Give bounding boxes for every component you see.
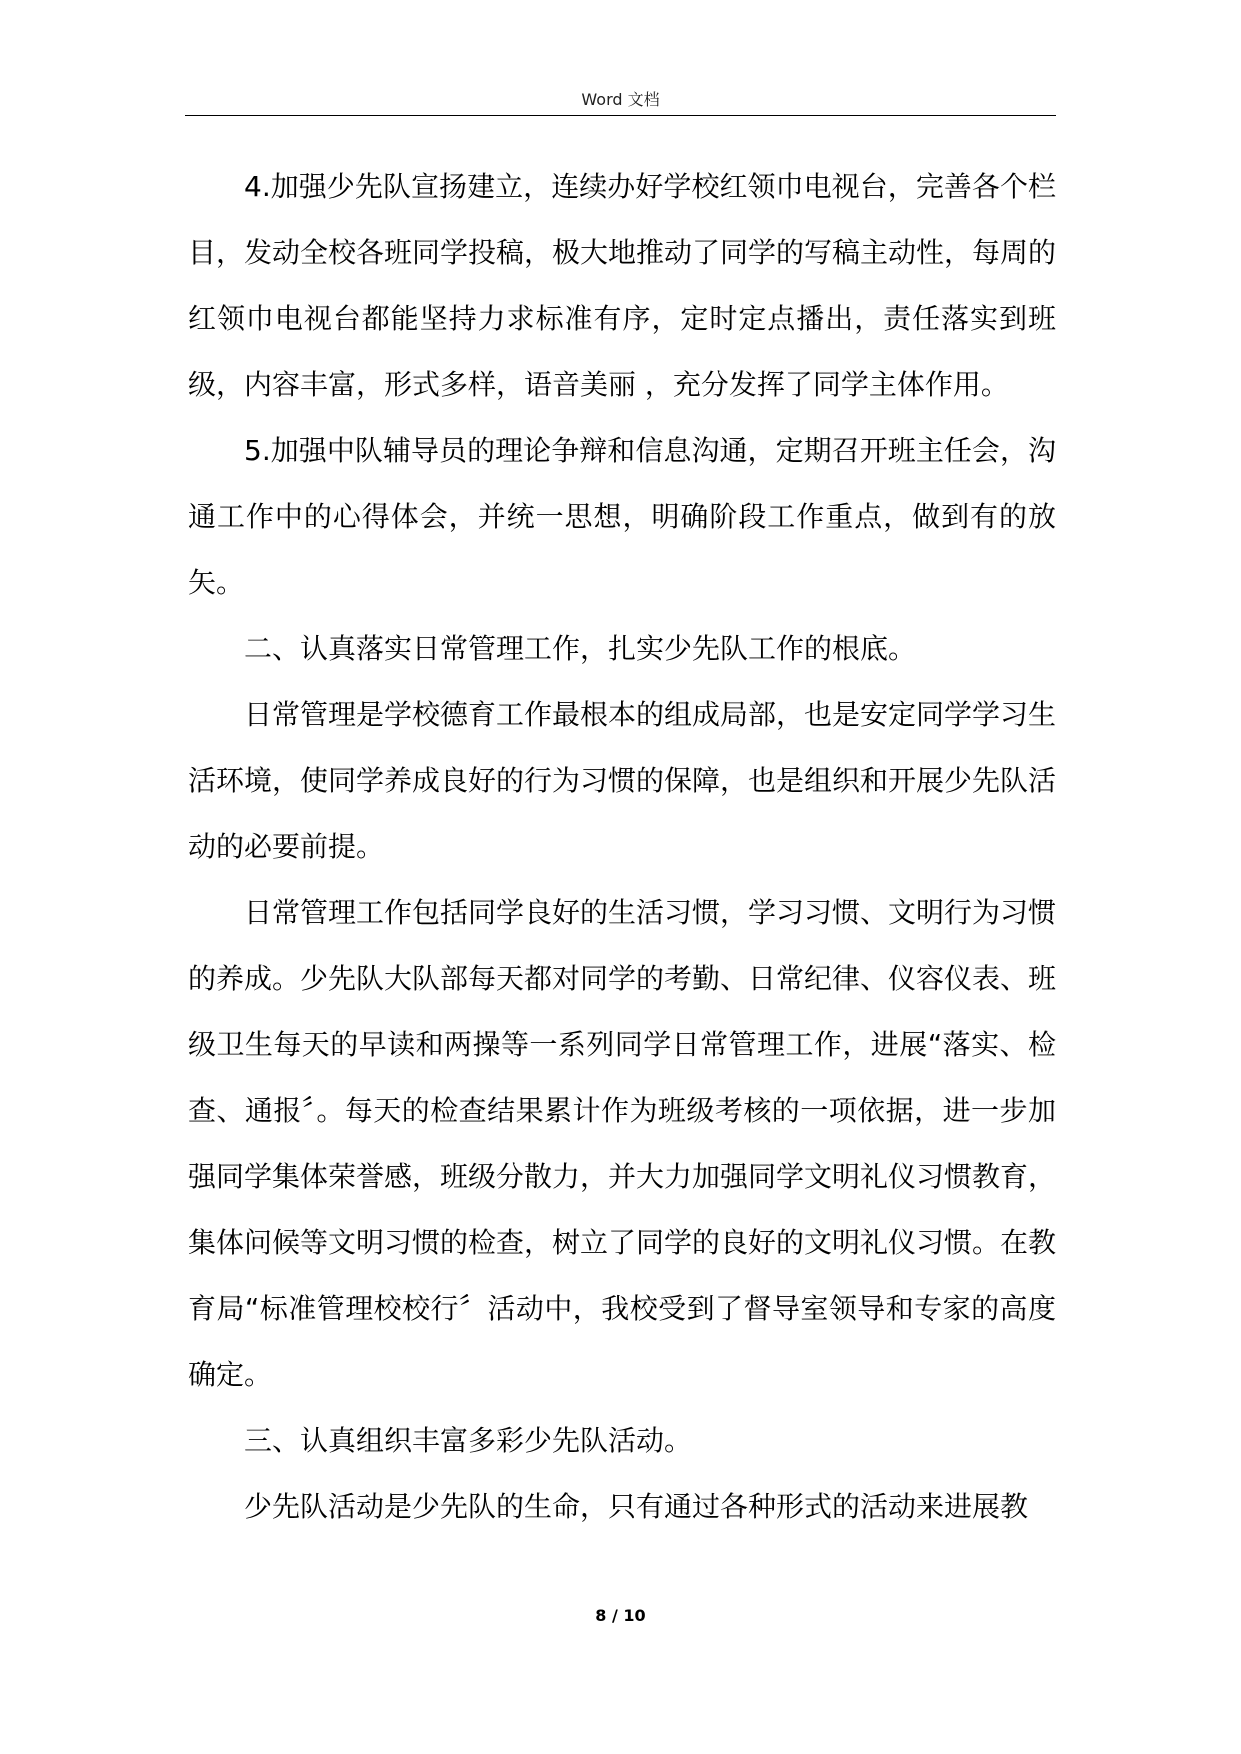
paragraph: 4.加强少先队宣扬建立，连续办好学校红领巾电视台，完善各个栏目，发动全校各班同学投稿，极大地推动了同学的写稿主动性，每周的红领巾电视台都能坚持力求标准有序，定时定点播出，责任落实到班级，内容丰富，形式多样，语音美丽 ，充分发挥了同学主体作用。 [188, 170, 1057, 401]
paragraph: 日常管理工作包括同学良好的生活习惯，学习习惯、文明行为习惯的养成。少先队大队部每天都对同学的考勤、日常纪律、仪容仪表、班级卫生每天的早读和两操等一系列同学日常管理工作，进展“落实、检查、通报〞。每天的检查结果累计作为班级考核的一项依据，进一步加强同学集体荣誉感，班级分散力，并大力加强同学文明礼仪习惯教育，集体问候等文明习惯的检查，树立了同学的良好的文明礼仪习惯。在教育局“标准管理校校行〞活动中，我校受到了督导室领导和专家的高度确定。 [188, 896, 1057, 1391]
page-header: Word 文档 [581, 90, 660, 109]
paragraph: 日常管理是学校德育工作最根本的组成局部，也是安定同学学习生活环境，使同学养成良好的行为习惯的保障，也是组织和开展少先队活动的必要前提。 [188, 698, 1057, 863]
section-heading: 二、认真落实日常管理工作，扎实少先队工作的根底。 [244, 632, 917, 665]
section-heading: 三、认真组织丰富多彩少先队活动。 [244, 1424, 693, 1457]
paragraph: 5.加强中队辅导员的理论争辩和信息沟通，定期召开班主任会，沟通工作中的心得体会，并统一思想，明确阶段工作重点，做到有的放矢。 [188, 434, 1056, 599]
paragraph: 少先队活动是少先队的生命，只有通过各种形式的活动来进展教 [244, 1490, 1029, 1523]
document-body [188, 154, 1056, 1540]
header-divider [185, 115, 1056, 116]
page-number: 8 / 10 [595, 1606, 646, 1625]
